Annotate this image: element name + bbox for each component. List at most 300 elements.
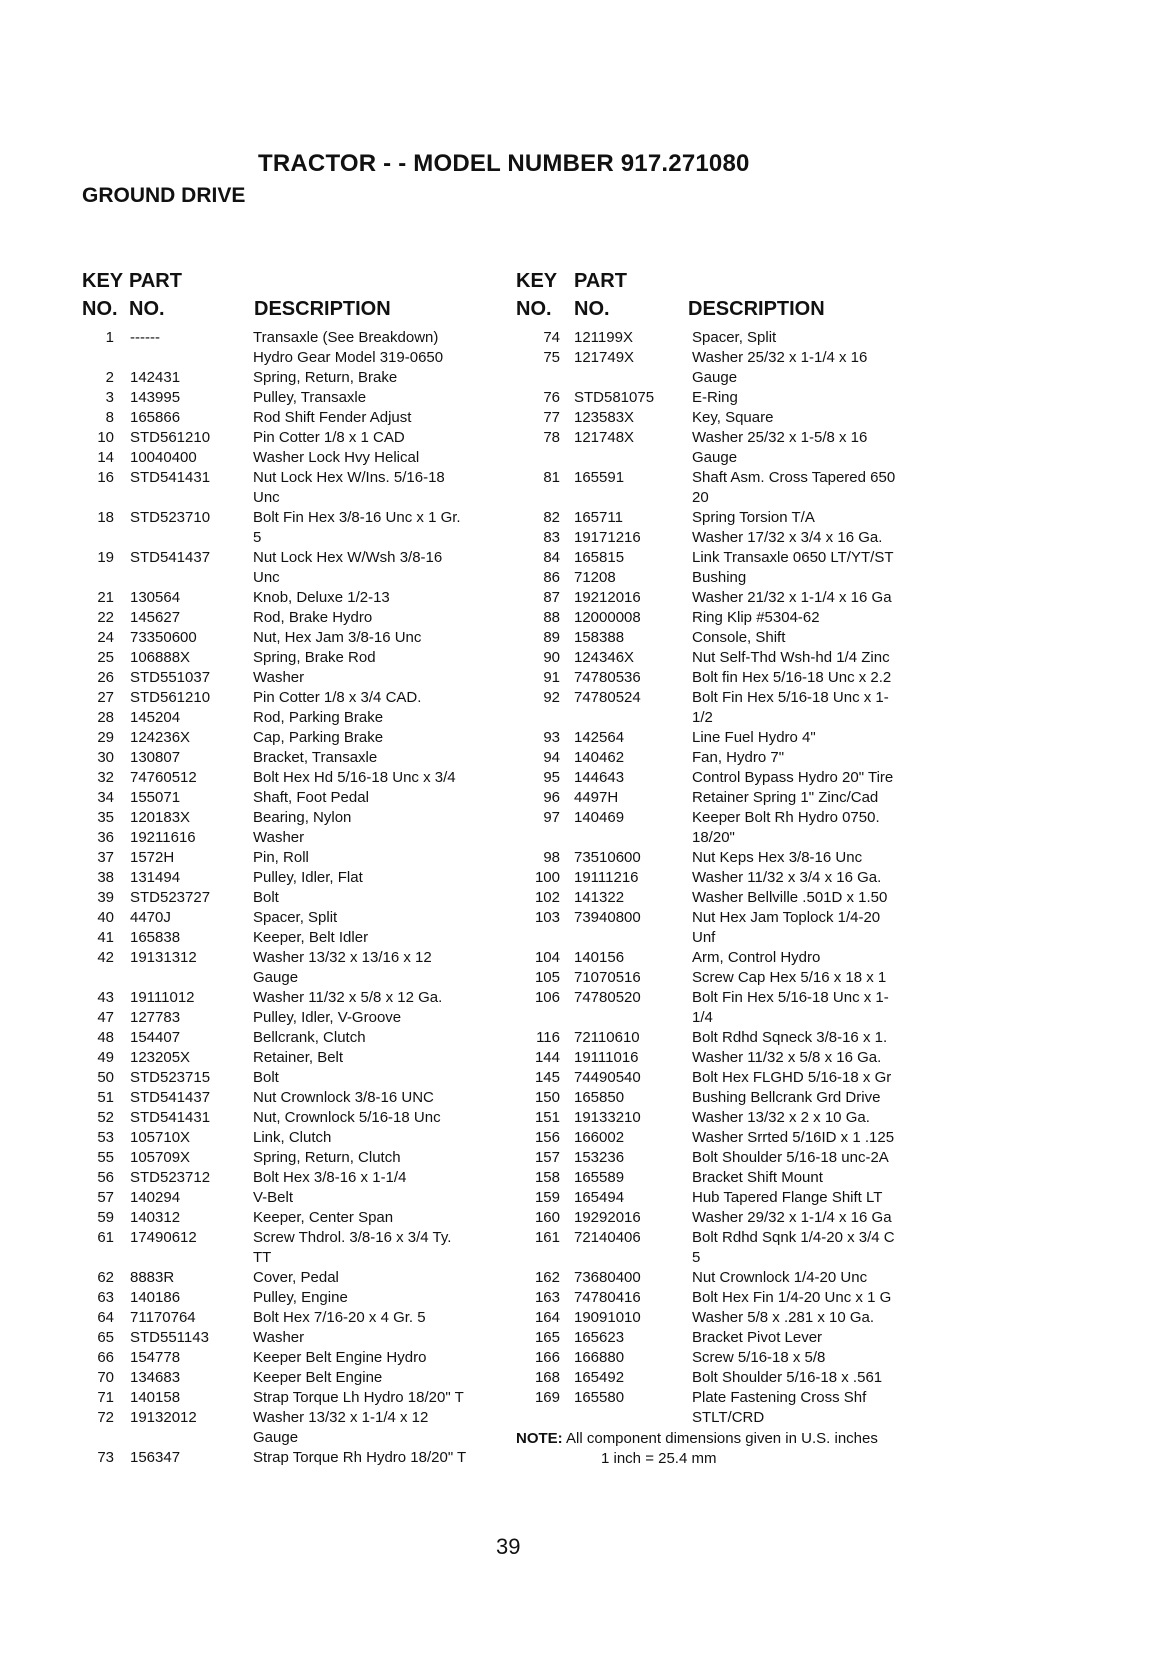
parts-row — [516, 1188, 936, 1208]
key-number: 8 — [105, 409, 114, 426]
part-number: 19171216 — [574, 529, 641, 546]
part-description: Spring Torsion T/A — [692, 509, 815, 526]
part-number: 106888X — [130, 649, 191, 666]
parts-row — [516, 668, 936, 688]
part-description: Unf — [692, 929, 716, 946]
key-number: 49 — [97, 1049, 114, 1066]
part-description: Bolt Fin Hex 5/16-18 Unc x 1- — [692, 689, 889, 706]
key-number: 160 — [534, 1209, 560, 1226]
key-number: 90 — [543, 649, 560, 666]
part-description: Bolt fin Hex 5/16-18 Unc x 2.2 — [692, 669, 892, 686]
part-number: STD561210 — [130, 689, 211, 706]
parts-row — [516, 1228, 936, 1248]
part-description: Bolt Fin Hex 5/16-18 Unc x 1- — [692, 989, 889, 1006]
key-number: 98 — [543, 849, 560, 866]
key-number: 37 — [97, 849, 114, 866]
part-description: Keeper, Center Span — [253, 1209, 394, 1226]
parts-row — [82, 1408, 522, 1428]
key-number: 34 — [97, 789, 114, 806]
part-description: Nut, Crownlock 5/16-18 Unc — [253, 1109, 441, 1126]
parts-row — [516, 408, 936, 428]
part-number: 143995 — [130, 389, 181, 406]
key-number: 93 — [543, 729, 560, 746]
part-number: 73940800 — [574, 909, 641, 926]
part-number: 142431 — [130, 369, 181, 386]
part-number: 154407 — [130, 1029, 181, 1046]
key-number: 53 — [97, 1129, 114, 1146]
part-description: Rod Shift Fender Adjust — [253, 409, 412, 426]
part-description: Screw 5/16-18 x 5/8 — [692, 1349, 826, 1366]
part-description: Nut Crownlock 3/8-16 UNC — [253, 1089, 434, 1106]
parts-row — [516, 948, 936, 968]
part-description: 5 — [253, 529, 262, 546]
key-number: 84 — [543, 549, 560, 566]
part-number: 12000008 — [574, 609, 641, 626]
parts-row — [82, 468, 522, 488]
part-number: 121199X — [574, 329, 633, 346]
key-number: 57 — [97, 1189, 114, 1206]
key-number: 47 — [97, 1009, 114, 1026]
parts-row — [516, 508, 936, 528]
parts-row — [82, 628, 522, 648]
parts-row — [82, 1148, 522, 1168]
note-label: NOTE: — [516, 1430, 563, 1447]
part-number: 105709X — [130, 1149, 191, 1166]
part-description: Control Bypass Hydro 20" Tire — [692, 769, 894, 786]
part-number: 121749X — [574, 349, 635, 366]
parts-row — [516, 708, 936, 728]
part-header: PART — [129, 270, 182, 292]
parts-row — [516, 968, 936, 988]
key-number: 38 — [97, 869, 114, 886]
key-number: 158 — [534, 1169, 560, 1186]
key-number: 100 — [534, 869, 560, 886]
part-description: Nut Lock Hex W/Ins. 5/16-18 — [253, 469, 445, 486]
parts-row — [82, 528, 522, 548]
part-number: 19292016 — [574, 1209, 641, 1226]
parts-row — [82, 588, 522, 608]
part-description: Bolt Hex Fin 1/4-20 Unc x 1 G — [692, 1289, 892, 1306]
key-number: 65 — [97, 1329, 114, 1346]
parts-row — [516, 608, 936, 628]
part-number: 127783 — [130, 1009, 181, 1026]
key-number: 25 — [97, 649, 114, 666]
part-description: Plate Fastening Cross Shf — [692, 1389, 867, 1406]
part-description: Washer 13/32 x 2 x 10 Ga. — [692, 1109, 870, 1126]
part-description: Nut Keps Hex 3/8-16 Unc — [692, 849, 863, 866]
part-number: 17490612 — [130, 1229, 197, 1246]
key-number: 21 — [97, 589, 114, 606]
part-number: 73680400 — [574, 1269, 641, 1286]
part-number: 145204 — [130, 709, 181, 726]
key-number: 161 — [534, 1229, 560, 1246]
part-number: 141322 — [574, 889, 625, 906]
key-number: 166 — [534, 1349, 560, 1366]
key-number: 97 — [543, 809, 560, 826]
key-number: 50 — [97, 1069, 114, 1086]
part-number: 19131312 — [130, 949, 197, 966]
part-description: Washer Lock Hvy Helical — [253, 449, 420, 466]
parts-row — [516, 828, 936, 848]
key-number: 63 — [97, 1289, 114, 1306]
parts-row — [516, 568, 936, 588]
parts-row — [82, 828, 522, 848]
part-number: 73350600 — [130, 629, 197, 646]
key-number: 59 — [97, 1209, 114, 1226]
part-number: 156347 — [130, 1449, 181, 1466]
key-header: KEY — [82, 270, 124, 292]
parts-row — [82, 1388, 522, 1408]
key-number: 61 — [97, 1229, 114, 1246]
parts-row — [516, 1028, 936, 1048]
key-number: 35 — [97, 809, 114, 826]
parts-row — [82, 1288, 522, 1308]
part-description: Arm, Control Hydro — [692, 949, 821, 966]
part-number: 8883R — [130, 1269, 175, 1286]
part-number: 140462 — [574, 749, 625, 766]
key-number: 82 — [543, 509, 560, 526]
part-number: STD523715 — [130, 1069, 211, 1086]
part-description: Washer — [253, 829, 305, 846]
parts-row — [82, 868, 522, 888]
key-number: 88 — [543, 609, 560, 626]
parts-row — [82, 888, 522, 908]
part-description: Pin, Roll — [253, 849, 309, 866]
part-number: 19111016 — [574, 1049, 639, 1066]
part-number: 130807 — [130, 749, 181, 766]
part-number: ------ — [130, 329, 160, 346]
part-description: Washer 13/32 x 1-1/4 x 12 — [253, 1409, 429, 1426]
parts-row — [82, 1188, 522, 1208]
part-description: Bolt Hex FLGHD 5/16-18 x Gr — [692, 1069, 892, 1086]
parts-row — [516, 1288, 936, 1308]
part-number: 74780416 — [574, 1289, 641, 1306]
parts-row — [82, 1208, 522, 1228]
part-description: Link, Clutch — [253, 1129, 332, 1146]
parts-row — [82, 688, 522, 708]
part-number: 73510600 — [574, 849, 641, 866]
parts-row — [82, 848, 522, 868]
parts-row — [82, 1128, 522, 1148]
part-description: 20 — [692, 489, 709, 506]
parts-row — [82, 348, 522, 368]
part-header: PART — [574, 270, 627, 292]
parts-row — [516, 368, 936, 388]
part-description: Bracket Pivot Lever — [692, 1329, 823, 1346]
part-description: Screw Thdrol. 3/8-16 x 3/4 Ty. — [253, 1229, 452, 1246]
part-description: Shaft, Foot Pedal — [253, 789, 369, 806]
parts-row — [82, 908, 522, 928]
parts-column-right — [516, 270, 936, 1469]
part-number: 124346X — [574, 649, 635, 666]
part-number: 71170764 — [130, 1309, 196, 1326]
parts-row — [82, 1108, 522, 1128]
part-number: 166002 — [574, 1129, 625, 1146]
part-description: Nut Lock Hex W/Wsh 3/8-16 — [253, 549, 443, 566]
page-title: TRACTOR - - MODEL NUMBER 917.271080 — [258, 150, 750, 177]
key-number: 77 — [543, 409, 560, 426]
parts-row — [516, 1368, 936, 1388]
parts-row — [516, 1248, 936, 1268]
parts-row — [82, 948, 522, 968]
part-number: 74490540 — [574, 1069, 641, 1086]
key-number: 39 — [97, 889, 114, 906]
part-description: Bolt Hex 7/16-20 x 4 Gr. 5 — [253, 1309, 426, 1326]
key-number: 29 — [97, 729, 114, 746]
part-description: Retainer, Belt — [253, 1049, 344, 1066]
part-number: 154778 — [130, 1349, 181, 1366]
parts-row — [82, 1008, 522, 1028]
dimension-note — [516, 1429, 936, 1449]
part-description: Fan, Hydro 7" — [692, 749, 785, 766]
part-description: 1/2 — [692, 709, 713, 726]
part-number: 74780520 — [574, 989, 641, 1006]
section-title: GROUND DRIVE — [82, 184, 246, 207]
part-description: Pulley, Transaxle — [253, 389, 367, 406]
part-description: 18/20" — [692, 829, 735, 846]
description-header: DESCRIPTION — [688, 298, 825, 320]
part-description: Shaft Asm. Cross Tapered 650 — [692, 469, 896, 486]
key-number: 169 — [534, 1389, 560, 1406]
key-number: 103 — [534, 909, 560, 926]
part-description: Washer 11/32 x 5/8 x 16 Ga. — [692, 1049, 882, 1066]
part-description: V-Belt — [253, 1189, 294, 1206]
part-number: 121748X — [574, 429, 635, 446]
key-number: 27 — [97, 689, 114, 706]
part-number: 1572H — [130, 849, 175, 866]
part-number: 131494 — [130, 869, 181, 886]
key-number: 22 — [97, 609, 114, 626]
part-description: 1/4 — [692, 1009, 713, 1026]
parts-row — [82, 808, 522, 828]
key-number: 70 — [97, 1369, 114, 1386]
part-description: Link Transaxle 0650 LT/YT/ST — [692, 549, 894, 566]
key-number: 64 — [97, 1309, 114, 1326]
part-number: 140156 — [574, 949, 625, 966]
key-number: 73 — [97, 1449, 114, 1466]
part-description: Washer 11/32 x 3/4 x 16 Ga. — [692, 869, 882, 886]
part-description: Cover, Pedal — [253, 1269, 339, 1286]
part-description: Spring, Brake Rod — [253, 649, 376, 666]
part-number: 74760512 — [130, 769, 197, 786]
part-number: 130564 — [130, 589, 181, 606]
parts-row — [516, 888, 936, 908]
parts-row — [516, 648, 936, 668]
key-number: 105 — [534, 969, 560, 986]
parts-row — [516, 628, 936, 648]
part-number: 153236 — [574, 1149, 625, 1166]
parts-row — [82, 388, 522, 408]
part-number: 19132012 — [130, 1409, 197, 1426]
page-number: 39 — [496, 1534, 521, 1559]
part-number: 123583X — [574, 409, 635, 426]
parts-row — [82, 1428, 522, 1448]
part-number: 140294 — [130, 1189, 181, 1206]
key-no-header: NO. — [82, 298, 118, 320]
key-number: 151 — [534, 1109, 560, 1126]
parts-row — [516, 1048, 936, 1068]
part-description: Pin Cotter 1/8 x 1 CAD — [253, 429, 405, 446]
key-number: 24 — [97, 629, 114, 646]
part-number: 19133210 — [574, 1109, 641, 1126]
parts-row — [82, 448, 522, 468]
part-description: Spacer, Split — [692, 329, 777, 346]
key-number: 18 — [97, 509, 114, 526]
part-number: STD541437 — [130, 549, 211, 566]
parts-row — [516, 328, 936, 348]
part-description: Line Fuel Hydro 4" — [692, 729, 816, 746]
part-number: 123205X — [130, 1049, 191, 1066]
part-description: Strap Torque Lh Hydro 18/20" T — [253, 1389, 464, 1406]
part-number: 140186 — [130, 1289, 181, 1306]
parts-row — [516, 808, 936, 828]
parts-row — [82, 1028, 522, 1048]
parts-row — [82, 508, 522, 528]
parts-row — [82, 648, 522, 668]
part-description: Bolt — [253, 889, 279, 906]
part-description: Keeper Belt Engine — [253, 1369, 383, 1386]
parts-row — [516, 868, 936, 888]
parts-row — [516, 1348, 936, 1368]
key-number: 78 — [543, 429, 560, 446]
parts-row — [82, 968, 522, 988]
key-number: 75 — [543, 349, 560, 366]
part-number: 165711 — [574, 509, 623, 526]
part-number: 158388 — [574, 629, 625, 646]
part-description: Rod, Brake Hydro — [253, 609, 373, 626]
column-header — [82, 270, 522, 328]
parts-row — [82, 1328, 522, 1348]
part-description: Spacer, Split — [253, 909, 338, 926]
key-number: 43 — [97, 989, 114, 1006]
parts-row — [516, 1328, 936, 1348]
part-description: STLT/CRD — [692, 1409, 765, 1426]
column-header — [516, 270, 936, 328]
key-number: 102 — [534, 889, 560, 906]
key-number: 14 — [97, 449, 114, 466]
part-description: Bracket Shift Mount — [692, 1169, 823, 1186]
parts-row — [516, 908, 936, 928]
parts-row — [516, 728, 936, 748]
part-description: Washer 21/32 x 1-1/4 x 16 Ga — [692, 589, 892, 606]
part-description: Bearing, Nylon — [253, 809, 352, 826]
part-number: STD523727 — [130, 889, 211, 906]
parts-row — [516, 688, 936, 708]
part-description: Bolt Shoulder 5/16-18 unc-2A — [692, 1149, 889, 1166]
part-description: Bolt — [253, 1069, 279, 1086]
parts-row — [82, 428, 522, 448]
parts-row — [82, 748, 522, 768]
key-number: 165 — [534, 1329, 560, 1346]
part-number: 19111216 — [574, 869, 639, 886]
part-number: 165850 — [574, 1089, 625, 1106]
part-number: 166880 — [574, 1349, 625, 1366]
description-header: DESCRIPTION — [254, 298, 391, 320]
part-description: Hydro Gear Model 319-0650 — [253, 349, 444, 366]
key-number: 87 — [543, 589, 560, 606]
part-number: 72110610 — [574, 1029, 640, 1046]
part-description: Washer 17/32 x 3/4 x 16 Ga. — [692, 529, 883, 546]
part-number: 140469 — [574, 809, 625, 826]
part-description: Washer 25/32 x 1-1/4 x 16 — [692, 349, 868, 366]
part-number: STD541431 — [130, 1109, 211, 1126]
part-description: Keeper Belt Engine Hydro — [253, 1349, 427, 1366]
part-number: STD541437 — [130, 1089, 211, 1106]
part-description: Washer Bellville .501D x 1.50 — [692, 889, 888, 906]
key-number: 41 — [97, 929, 114, 946]
part-number: 165589 — [574, 1169, 625, 1186]
part-description: Washer 11/32 x 5/8 x 12 Ga. — [253, 989, 443, 1006]
part-number: STD541431 — [130, 469, 211, 486]
key-number: 16 — [97, 469, 114, 486]
part-number: STD523712 — [130, 1169, 211, 1186]
part-description: Nut Crownlock 1/4-20 Unc — [692, 1269, 868, 1286]
part-number: 165492 — [574, 1369, 625, 1386]
parts-row — [516, 548, 936, 568]
key-number: 144 — [534, 1049, 560, 1066]
part-number: 74780536 — [574, 669, 641, 686]
key-number: 104 — [534, 949, 560, 966]
key-number: 66 — [97, 1349, 114, 1366]
key-number: 62 — [97, 1269, 114, 1286]
key-number: 164 — [534, 1309, 560, 1326]
part-description: Nut, Hex Jam 3/8-16 Unc — [253, 629, 422, 646]
parts-row — [82, 768, 522, 788]
part-description: Bracket, Transaxle — [253, 749, 378, 766]
key-number: 36 — [97, 829, 114, 846]
part-description: Pulley, Idler, Flat — [253, 869, 363, 886]
parts-row — [82, 1048, 522, 1068]
key-number: 71 — [97, 1389, 114, 1406]
part-description: Gauge — [692, 369, 738, 386]
part-description: Hub Tapered Flange Shift LT — [692, 1189, 883, 1206]
part-number: 124236X — [130, 729, 191, 746]
part-number: 74780524 — [574, 689, 641, 706]
key-number: 1 — [105, 329, 114, 346]
parts-row — [516, 1128, 936, 1148]
part-no-header: NO. — [129, 298, 165, 320]
parts-row — [82, 1228, 522, 1248]
key-header: KEY — [516, 270, 558, 292]
part-description: Nut Self-Thd Wsh-hd 1/4 Zinc — [692, 649, 890, 666]
parts-row — [516, 1068, 936, 1088]
part-number: 165494 — [574, 1189, 625, 1206]
part-description: Bolt Hex 3/8-16 x 1-1/4 — [253, 1169, 407, 1186]
parts-row — [82, 368, 522, 388]
key-number: 96 — [543, 789, 560, 806]
part-number: STD551037 — [130, 669, 211, 686]
part-description: Bolt Fin Hex 3/8-16 Unc x 1 Gr. — [253, 509, 461, 526]
parts-row — [82, 1308, 522, 1328]
part-description: Key, Square — [692, 409, 774, 426]
parts-row — [82, 1088, 522, 1108]
key-number: 86 — [543, 569, 560, 586]
parts-row — [82, 928, 522, 948]
parts-row — [82, 1268, 522, 1288]
parts-list-left — [82, 328, 522, 1468]
key-number: 92 — [543, 689, 560, 706]
parts-row — [82, 1168, 522, 1188]
key-number: 159 — [534, 1189, 560, 1206]
parts-column-left — [82, 270, 522, 1468]
key-number: 55 — [97, 1149, 114, 1166]
parts-row — [516, 988, 936, 1008]
key-number: 42 — [97, 949, 114, 966]
parts-row — [82, 408, 522, 428]
part-description: Washer 13/32 x 13/16 x 12 — [253, 949, 432, 966]
part-number: 145627 — [130, 609, 181, 626]
part-number: 165623 — [574, 1329, 625, 1346]
